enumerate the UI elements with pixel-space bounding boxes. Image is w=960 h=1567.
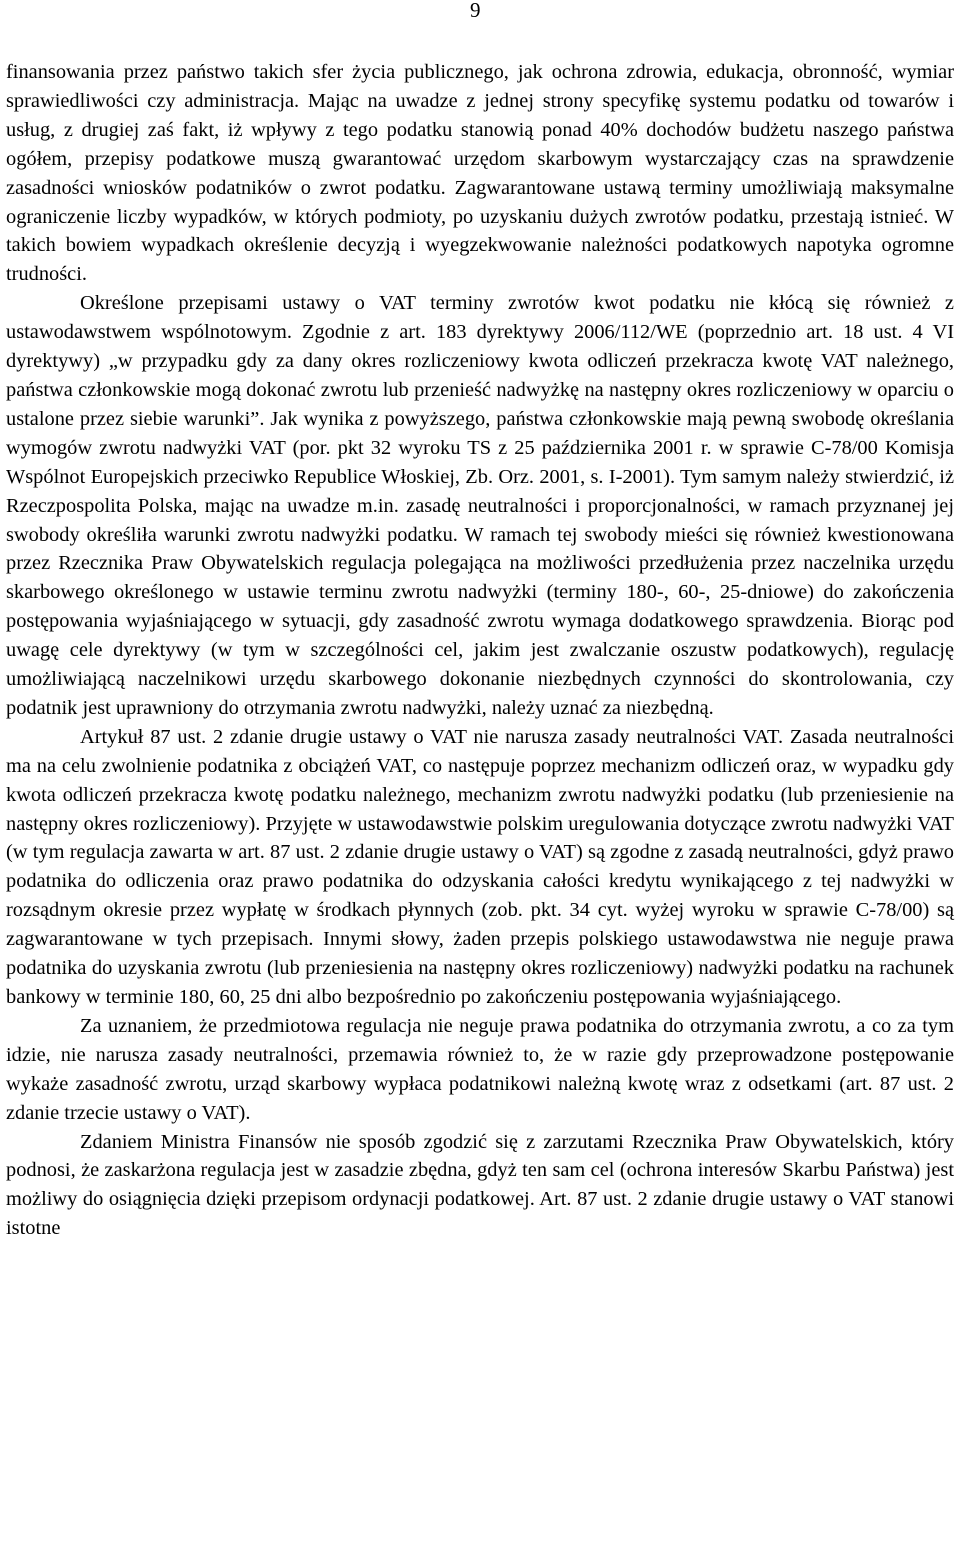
paragraph-continued: finansowania przez państwo takich sfer życia publicznego, jak ochrona zdrowia, edukacja, obronność, wymiar sprawiedliwości czy administracja. Mając na uwadze z jednej strony specyfikę systemu podatku od towarów i usług, z drugiej zaś fakt, iż wpływy z tego podatku stanowią ponad 40% dochodów budżetu naszego państwa ogółem, przepisy podatkowe muszą gwarantować urzędom skarbowym wystarczający czas na sprawdzenie zasadności wniosków podatników o zwrot podatku. Zagwarantowane ustawą terminy umożliwiają maksymalne ograniczenie liczby wypadków, w których podmioty, po uzyskaniu dużych zwrotów podatku, przestają istnieć. W takich bowiem wypadkach określenie decyzją i wyegzekwowanie należności podatkowych napotyka ogromne trudności. (6, 61, 954, 286)
paragraph-vat-refund-terms: Określone przepisami ustawy o VAT terminy zwrotów kwot podatku nie kłócą się również z ustawodawstwem wspólnotowym. Zgodnie z art. 183 dyrektywy 2006/112/WE (poprzednio art. 18 ust. 4 VI dyrektywy) „w przypadku gdy za dany okres rozliczeniowy kwota odliczeń przekracza kwotę VAT należnego, państwa członkowskie mogą dokonać zwrotu lub przenieść nadwyżkę na następny okres rozliczeniowy w oparciu o ustalone przez siebie warunki”. Jak wynika z powyższego, państwa członkowskie mają pewną swobodę określania wymogów zwrotu nadwyżki VAT (por. pkt 32 wyroku TS z 25 października 2001 r. w sprawie C-78/00 Komisja Wspólnot Europejskich przeciwko Republice Włoskiej, Zb. Orz. 2001, s. I-2001). Tym samym należy stwierdzić, iż Rzeczpospolita Polska, mając na uwadze m.in. zasadę neutralności i proporcjonalności, w ramach przyznanej jej swobody określiła warunki zwrotu nadwyżki podatku. W ramach tej swobody mieści się również kwestionowana przez Rzecznika Praw Obywatelskich regulacja polegająca na możliwości przedłużenia przez naczelnika urzędu skarbowego określonego w ustawie terminu zwrotu nadwyżki (terminy 180-, 60-, 25-dniowe) do zakończenia postępowania wyjaśniającego w sytuacji, gdy zasadność zwrotu wymaga dodatkowego sprawdzenia. Biorąc pod uwagę cele dyrektywy (w tym w szczególności cel, jakim jest zwalczanie oszustw podatkowych), regulację umożliwiającą naczelnikowi urzędu skarbowego dokonanie niezbędnych czynności do skontrolowania, czy podatnik jest uprawniony do otrzymania zwrotu nadwyżki, należy uznać za niezbędną. (6, 292, 954, 719)
paragraph-refund-with-interest: Za uznaniem, że przedmiotowa regulacja nie neguje prawa podatnika do otrzymania zwrotu, a co za tym idzie, nie narusza zasady neutralności, przemawia również to, że w razie gdy przeprowadzone postępowanie wykaże zasadność zwrotu, urząd skarbowy wypłaca podatnikowi należną kwotę wraz z odsetkami (art. 87 ust. 2 zdanie trzecie ustawy o VAT). (6, 1014, 954, 1124)
page-number: 9 (470, 0, 481, 22)
paragraph-minister-of-finance: Zdaniem Ministra Finansów nie sposób zgodzić się z zarzutami Rzecznika Praw Obywatelskich, który podnosi, że zaskarżona regulacja jest w zasadzie zbędna, gdyż ten sam cel (ochrona interesów Skarbu Państwa) jest możliwy do osiągnięcia dzięki przepisom ordynacji podatkowej. Art. 87 ust. 2 zdanie drugie ustawy o VAT stanowi istotne (6, 1130, 954, 1240)
paragraph-neutrality-principle: Artykuł 87 ust. 2 zdanie drugie ustawy o VAT nie narusza zasady neutralności VAT. Zasada neutralności ma na celu zwolnienie podatnika z obciążeń VAT, co następuje poprzez mechanizm odliczeń oraz, w wypadku gdy kwota odliczeń przekracza kwotę podatku należnego, mechanizm zwrotu nadwyżki podatku (lub przeniesienie na następny okres rozliczeniowy). Przyjęte w ustawodawstwie polskim uregulowania dotyczące zwrotu nadwyżki VAT (w tym regulacja zawarta w art. 87 ust. 2 zdanie drugie ustawy o VAT) są zgodne z zasadą neutralności, gdyż prawo podatnika do odliczenia oraz prawo podatnika do odzyskania całości kredytu wynikającego z tej nadwyżki w rozsądnym okresie przez wypłatę w środkach płynnych (zob. pkt. 34 cyt. wyżej wyroku w sprawie C-78/00) są zagwarantowane w tych przepisach. Innymi słowy, żaden przepis polskiego ustawodawstwa nie neguje prawa podatnika do uzyskania zwrotu (lub przeniesienia na następny okres rozliczeniowy) nadwyżki podatku na rachunek bankowy w terminie 180, 60, 25 dni albo bezpośrednio po zakończeniu postępowania wyjaśniającego. (6, 725, 954, 1008)
document-body (6, 58, 954, 1243)
